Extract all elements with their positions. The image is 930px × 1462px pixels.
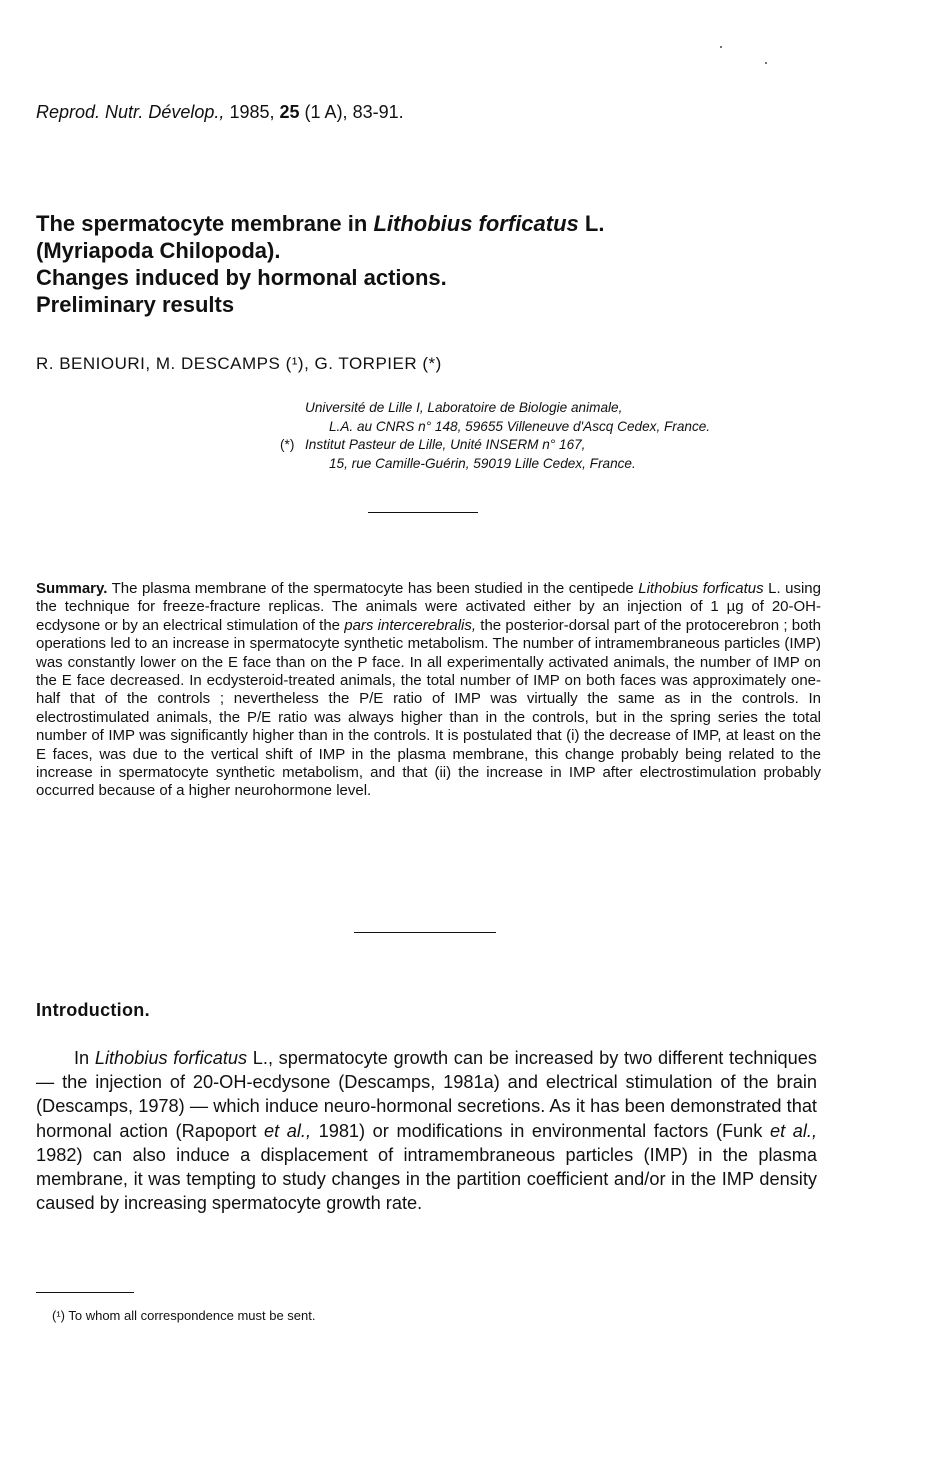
journal-name: Reprod. Nutr. Dévelop., [36,102,225,122]
journal-issue: (1 A), [304,102,348,122]
affiliations [280,399,865,473]
footnote-rule [36,1292,134,1293]
summary-label: Summary. [36,580,108,597]
affiliation-line: 15, rue Camille-Guérin, 59019 Lille Cedex, France. [329,455,636,471]
section-divider [368,512,478,513]
journal-volume: 25 [279,102,300,122]
title-line-2: (Myriapoda Chilopoda). [36,238,281,263]
section-divider [354,932,496,933]
title-line-3: Changes induced by hormonal actions. [36,265,447,290]
title-species: Lithobius forficatus [373,211,579,236]
scan-speck [720,46,722,48]
journal-year: 1985, [229,102,275,122]
affiliation-line: (*) Institut Pasteur de Lille, Unité INSERM n° 167, [305,436,865,455]
affiliation-line: Université de Lille I, Laboratoire de Biologie animale, [305,400,623,415]
title-line-4: Preliminary results [36,292,235,317]
summary-pars: pars intercerebralis, [344,616,477,634]
journal-citation [36,102,404,123]
title-line-1: The spermatocyte membrane in Lithobius forficatus L. [36,211,605,236]
footnote: (¹) To whom all correspondence must be sent. [52,1308,316,1323]
article-title [36,210,896,318]
author-list: R. BENIOURI, M. DESCAMPS (¹), G. TORPIER (*) [36,354,442,373]
affiliation-mark: (*) [280,437,295,452]
intro-species: Lithobius forficatus [94,1048,248,1068]
summary-species: Lithobius forficatus [638,580,764,597]
introduction-paragraph: In Lithobius forficatus L., spermatocyte growth can be increased by two different techniques — the injection of 20-OH-ecdysone (Descamps, 1981a) and electrical stimulation of the brain (Descamps, 1978) — which induce neuro-hormonal secretions. As it has been demonstrated that hormonal action (Rapoport et al., 1981) or modifications in environmental factors (Funk et al., 1982) can also induce a displacement of intramembraneous particles (IMP) in the plasma membrane, it was tempting to study changes in the partition coefficient and/or in the IMP density caused by increasing spermatocyte growth rate. [36,1048,817,1214]
journal-pages: 83-91. [352,102,404,122]
section-heading: Introduction. [36,1000,150,1020]
scan-speck [765,62,767,64]
affiliation-line: L.A. au CNRS n° 148, 59655 Villeneuve d'Ascq Cedex, France. [329,418,711,434]
summary-paragraph: Summary. The plasma membrane of the spermatocyte has been studied in the centipede Lithobius forficatus L. using the technique for freeze-fracture replicas. The animals were activated either by an injection of 1 µg of 20-OH-ecdysone or by an electrical stimulation of the pars intercerebralis, the posterior-dorsal part of the protocerebron ; both operations led to an increase in spermatocyte synthetic metabolism. The number of intramembraneous particles (IMP) was constantly lower on the E face than on the P face. In all experimentally activated animals, the number of IMP on the E face decreased. In ecdysteroid-treated animals, the total number of IMP on both faces was approximately one-half that of the controls ; nevertheless the P/E ratio of IMP was virtually the same as in the controls. In electrostimulated animals, the P/E ratio was always higher than in the controls, but in the spring series the total number of IMP was significantly higher than in the controls. It is postulated that (i) the decrease of IMP, at least on the E faces, was due to the vertical shift of IMP in the plasma membrane, this change probably being related to the increase in spermatocyte synthetic metabolism, and that (ii) the increase in IMP after electrostimulation probably occurred because of a higher neurohormone level. [36,580,821,800]
